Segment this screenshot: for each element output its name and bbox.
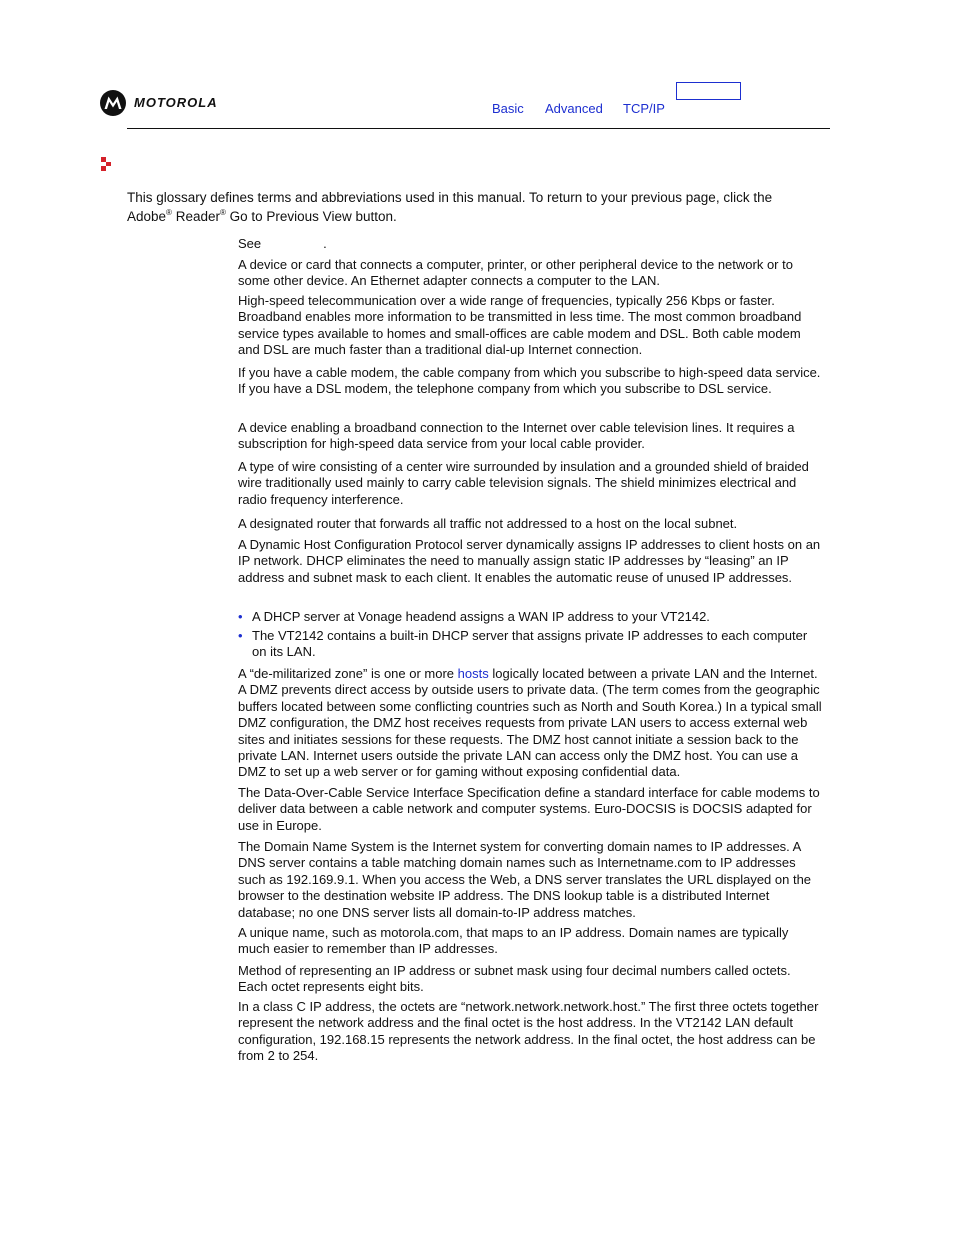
nav-link-tcpip[interactable]: TCP/IP <box>623 101 665 116</box>
definition-adapter: A device or card that connects a computer, printer, or other peripheral device to the network or to some other device. An Ethernet adapter connects a computer to the LAN. <box>238 257 793 289</box>
intro-reader: Reader <box>171 209 220 224</box>
dhcp-bullet-text: A DHCP server at Vonage headend assigns a WAN IP address to your VT2142. <box>252 609 710 624</box>
see-prefix: See <box>238 236 262 251</box>
nav-link-basic[interactable]: Basic <box>492 101 524 116</box>
intro-paragraph <box>127 188 817 226</box>
nav-highlight-box[interactable] <box>676 82 741 100</box>
definition-dhcp-server: A Dynamic Host Configuration Protocol server dynamically assigns IP addresses to client hosts on an IP network. DHCP eliminates the need to manually assign static IP addresses by “leasing” an IP address and subnet mask to each client. It enables the automatic reuse of unused IP addresses. <box>238 537 821 585</box>
registered-mark: ® <box>219 207 226 217</box>
nav-link-advanced[interactable]: Advanced <box>545 101 603 116</box>
intro-line-1: This glossary defines terms and abbreviations used in this manual. To return to your previous page, click the <box>127 190 773 205</box>
definition-coaxial-cable: A type of wire consisting of a center wire surrounded by insulation and a grounded shield of braided wire traditionally used mainly to carry cable television signals. The shield minimizes electrical and radio frequency interference. <box>238 459 809 507</box>
section-marker-icon <box>101 157 113 171</box>
header-divider <box>127 128 830 129</box>
definition-dmz <box>238 666 822 781</box>
brand-name: MOTOROLA <box>134 95 218 110</box>
definition-docsis: The Data-Over-Cable Service Interface Specification define a standard interface for cable modems to deliver data between a cable network and computer systems. Euro-DOCSIS is DOCSIS adapted for use in Europe. <box>238 785 820 833</box>
dmz-text-after: logically located between a private LAN and the Internet. A DMZ prevents direct access by outside users to private data. (The term comes from the geographic buffers located between some conflicting countries such as North and South Korea.) In a typical small DMZ configuration, the DMZ host receives requests from private LAN users to access external web sites and initiates sessions for these requests. The DMZ host cannot initiate a session back to the private LAN. Internet users outside the private LAN can access only the DMZ host. You can use a DMZ to set up a web server or for gaming without exposing confidential data. <box>238 666 822 780</box>
definition-dotted-decimal: Method of representing an IP address or subnet mask using four decimal numbers called octets. Each octet represents eight bits. <box>238 963 791 995</box>
intro-adobe: Adobe <box>127 209 167 224</box>
definition-broadband: High-speed telecommunication over a wide range of frequencies, typically 256 Kbps or faster. Broadband enables more information to be transmitted in less time. The most common broadband service types available to homes and small-offices are cable modem and DSL. Both cable modem and DSL are much faster than a traditional dial-up Internet connection. <box>238 293 802 358</box>
see-suffix: . <box>323 236 327 251</box>
hosts-link[interactable]: hosts <box>457 666 489 681</box>
intro-rest: Go to Previous View button. <box>225 209 397 224</box>
definition-class-c: In a class C IP address, the octets are “network.network.network.host.” The first three octets together represent the network address and the final octet is the host address. In the VT2142 LAN default configuration, 192.168.15 represents the network address. In the final octet, the host address can be from 2 to 254. <box>238 999 819 1064</box>
definition-see <box>238 236 822 252</box>
dhcp-bullet-text: The VT2142 contains a built-in DHCP server that assigns private IP addresses to each computer on its LAN. <box>252 628 808 660</box>
definition-domain-name: A unique name, such as motorola.com, that maps to an IP address. Domain names are typically much easier to remember than IP addresses. <box>238 925 789 957</box>
bullet-icon: • <box>238 609 243 624</box>
definition-cable-modem: A device enabling a broadband connection to the Internet over cable television lines. It requires a subscription for high-speed data service from your local cable provider. <box>238 420 795 452</box>
definition-dns: The Domain Name System is the Internet system for converting domain names to IP addresses. A DNS server contains a table matching domain names such as Internetname.com to IP addresses such as 192.169.9.1. When you access the Web, a DNS server translates the URL displayed on the browser to the destination website IP address. The DNS lookup table is a distributed Internet database; no one DNS server lists all domain-to-IP address matches. <box>238 839 812 920</box>
definition-default-gateway: A designated router that forwards all traffic not addressed to a host on the local subnet. <box>238 516 738 531</box>
dmz-text-before: A “de-militarized zone” is one or more <box>238 666 458 681</box>
bullet-icon: • <box>238 628 243 643</box>
definition-broadband-provider: If you have a cable modem, the cable company from which you subscribe to high-speed data service. If you have a DSL modem, the telephone company from which you subscribe to DSL service. <box>238 365 821 397</box>
motorola-logo-icon <box>100 90 126 116</box>
registered-mark: ® <box>166 207 172 217</box>
